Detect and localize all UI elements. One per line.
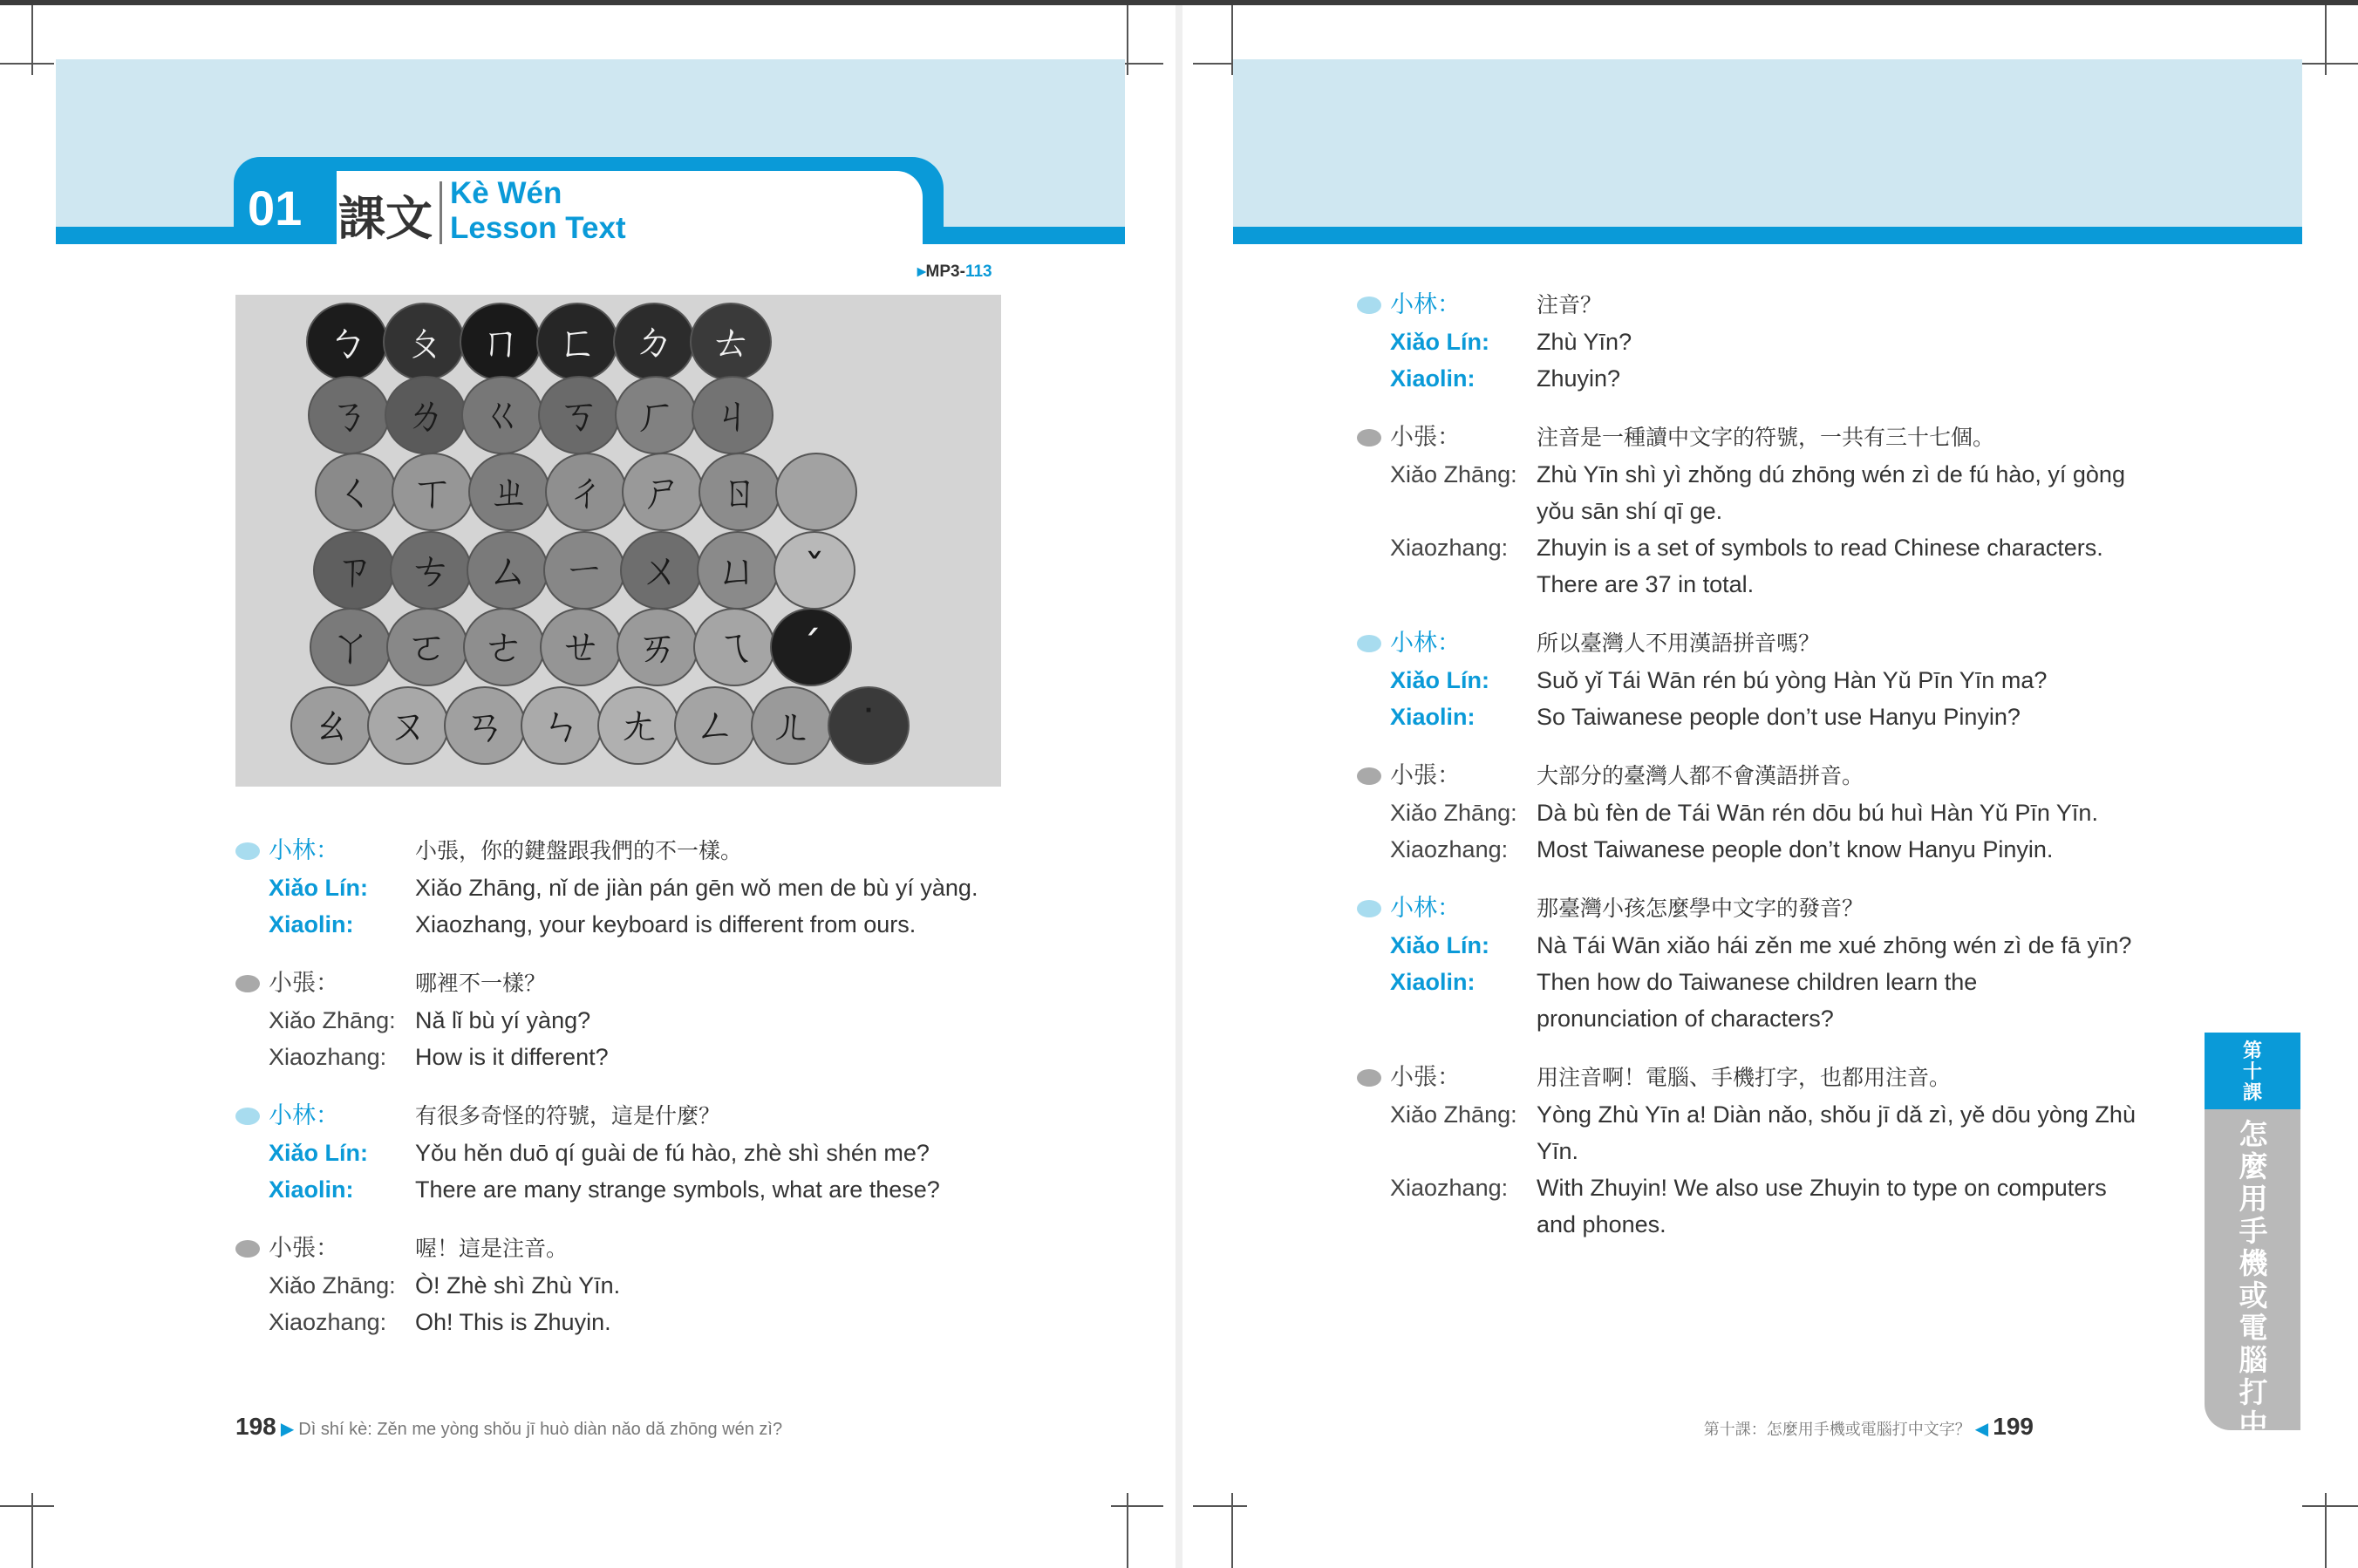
crop-mark bbox=[1127, 1493, 1128, 1568]
english-text: Oh! This is Zhuyin. bbox=[415, 1309, 611, 1335]
zhuyin-symbol: ㄡ bbox=[386, 701, 430, 750]
speaker-name: 小張： bbox=[269, 1235, 339, 1262]
dialogue-line bbox=[235, 1041, 1195, 1078]
zhuyin-symbol: ㄗ bbox=[332, 546, 376, 595]
lesson-title-cn: 課文 bbox=[338, 191, 433, 246]
dialogue-turn bbox=[1357, 760, 2316, 870]
chapter-side-tab[interactable] bbox=[2205, 1033, 2300, 1506]
dialogue-line bbox=[1357, 532, 2316, 569]
speaker-name: 小張： bbox=[1390, 424, 1461, 451]
chinese-text: 哪裡不一樣？ bbox=[415, 971, 547, 996]
dialogue-line bbox=[235, 872, 1195, 909]
zhuyin-symbol: ㄍ bbox=[480, 391, 524, 440]
speaker-name: Xiǎo Lín: bbox=[269, 875, 368, 901]
zhuyin-symbol: ㄛ bbox=[405, 623, 449, 672]
english-text: Zhuyin is a set of symbols to read Chinese characters. bbox=[1537, 535, 2103, 561]
zhuyin-symbol: ㄖ bbox=[718, 467, 761, 516]
side-tab-lesson: 第十課 bbox=[2242, 1040, 2262, 1104]
dialogue-turn bbox=[235, 1233, 1195, 1343]
footer-right bbox=[1704, 1413, 2034, 1441]
dialogue-turn bbox=[1357, 422, 2316, 605]
dialogue-turn bbox=[235, 968, 1195, 1078]
pinyin-text: yǒu sān shí qī ge. bbox=[1537, 498, 1723, 524]
dialogue-line bbox=[235, 1306, 1195, 1343]
dialogue-line bbox=[1357, 797, 2316, 834]
speaker-name: 小張： bbox=[1390, 762, 1461, 789]
dialogue-line bbox=[1357, 893, 2316, 930]
dialogue-line bbox=[235, 1137, 1195, 1174]
footer-arrow-icon: ▶ bbox=[280, 1418, 295, 1439]
chinese-text: 大部分的臺灣人都不會漢語拼音。 bbox=[1537, 763, 1864, 788]
zhuyin-symbol: ㄎ bbox=[557, 391, 601, 440]
zhuyin-symbol: ㄩ bbox=[716, 546, 760, 595]
speaker-name: Xiǎo Lín: bbox=[1390, 932, 1489, 958]
zhuyin-symbol: ˙ bbox=[858, 701, 879, 750]
english-text: pronunciation of characters? bbox=[1537, 1006, 1834, 1032]
speech-bubble-icon bbox=[1357, 635, 1381, 652]
speech-bubble-icon bbox=[1357, 767, 1381, 785]
crop-mark bbox=[2325, 5, 2327, 75]
dialogue-line bbox=[1357, 422, 2316, 459]
footer-title-right: 第十課：怎麼用手機或電腦打中文字？ bbox=[1703, 1421, 1971, 1439]
zhuyin-symbol: ㄣ bbox=[540, 701, 583, 750]
speaker-name: 小張： bbox=[1390, 1064, 1461, 1091]
lesson-title-pinyin: Kè Wén bbox=[450, 176, 562, 210]
zhuyin-symbol: ㄇ bbox=[479, 317, 522, 366]
zhuyin-symbol: ㄋ bbox=[327, 391, 371, 440]
page-number-left: 198 bbox=[235, 1413, 276, 1440]
dialogue-line bbox=[1357, 1209, 2316, 1245]
english-text: How is it different? bbox=[415, 1044, 609, 1070]
chinese-text: 那臺灣小孩怎麼學中文字的發音？ bbox=[1537, 896, 1864, 921]
zhuyin-symbol: ㄈ bbox=[555, 317, 599, 366]
speaker-name: Xiaozhang: bbox=[1390, 1175, 1509, 1201]
zhuyin-symbol: ㄤ bbox=[617, 701, 660, 750]
speaker-name: 小林： bbox=[1390, 895, 1461, 922]
photo-svg bbox=[235, 295, 1001, 787]
header-band-right bbox=[1233, 59, 2302, 227]
zhuyin-symbol: ˊ bbox=[801, 623, 821, 672]
dialogue-turn bbox=[1357, 893, 2316, 1040]
zhuyin-symbol: ㄕ bbox=[641, 467, 685, 516]
speaker-name: Xiaolin: bbox=[269, 1176, 354, 1203]
zhuyin-symbol: ㄥ bbox=[693, 701, 737, 750]
crop-mark bbox=[1193, 1505, 1247, 1507]
dialogue-line bbox=[1357, 834, 2316, 870]
crop-mark bbox=[2325, 1493, 2327, 1568]
zhuyin-symbol: ㄔ bbox=[564, 467, 608, 516]
zhuyin-symbol: ㄢ bbox=[463, 701, 507, 750]
speech-bubble-icon bbox=[1357, 1069, 1381, 1087]
crop-mark bbox=[1111, 1505, 1163, 1507]
english-text: Xiaozhang, your keyboard is different from ours. bbox=[415, 911, 917, 937]
zhuyin-symbol: ㄠ bbox=[310, 701, 353, 750]
pinyin-text: Nà Tái Wān xiǎo hái zěn me xué zhōng wén zì de fā yīn? bbox=[1537, 932, 2132, 958]
crop-mark bbox=[1231, 1493, 1233, 1568]
crop-mark bbox=[31, 1493, 33, 1568]
crop-mark bbox=[0, 1505, 54, 1507]
dialogue-turn bbox=[1357, 1062, 2316, 1245]
dialogue-line bbox=[1357, 1062, 2316, 1099]
crop-mark bbox=[2302, 1505, 2358, 1507]
zhuyin-symbol: ㄅ bbox=[325, 317, 369, 366]
speaker-name: Xiǎo Lín: bbox=[1390, 667, 1489, 693]
zhuyin-symbol: ㄞ bbox=[636, 623, 679, 672]
side-tab-title: 怎麼用手機或電腦打中文字？ bbox=[2236, 1117, 2293, 1506]
dialogue-line bbox=[1357, 930, 2316, 966]
zhuyin-symbol: ㄧ bbox=[562, 546, 606, 595]
footer-title-left: Dì shí kè: Zěn me yòng shǒu jī huò diàn nǎo dǎ zhōng wén zì? bbox=[298, 1420, 783, 1439]
pinyin-text: Nǎ lǐ bù yí yàng? bbox=[415, 1007, 591, 1033]
speaker-name: Xiaolin: bbox=[1390, 365, 1475, 392]
bean-bag-key bbox=[776, 453, 856, 530]
english-text: There are 37 in total. bbox=[1537, 571, 1755, 597]
zhuyin-symbol: ㄊ bbox=[709, 317, 753, 366]
lesson-number: 01 bbox=[248, 181, 303, 235]
zhuyin-symbol: ㄉ bbox=[632, 317, 676, 366]
zhuyin-symbol: ㄜ bbox=[482, 623, 526, 672]
zhuyin-symbol: ㄒ bbox=[411, 467, 454, 516]
crop-mark bbox=[31, 5, 33, 75]
zhuyin-symbol: ㄨ bbox=[639, 546, 683, 595]
english-text: So Taiwanese people don’t use Hanyu Pinyin? bbox=[1537, 704, 2021, 730]
speaker-name: 小林： bbox=[269, 1102, 339, 1129]
dialogue-turn bbox=[235, 835, 1195, 945]
speech-bubble-icon bbox=[235, 975, 260, 992]
zhuyin-symbol: ㄙ bbox=[486, 546, 529, 595]
dialogue-line bbox=[235, 835, 1195, 872]
dialogue-line bbox=[1357, 628, 2316, 665]
pinyin-text: Yòng Zhù Yīn a! Diàn nǎo, shǒu jī dǎ zì, yě dōu yòng Zhù bbox=[1537, 1101, 2136, 1128]
speaker-name: Xiaozhang: bbox=[1390, 535, 1509, 561]
speech-bubble-icon bbox=[235, 842, 260, 860]
english-text: and phones. bbox=[1537, 1211, 1666, 1237]
dialogue-line bbox=[235, 968, 1195, 1005]
dialogue-line bbox=[1357, 363, 2316, 399]
speaker-name: Xiaolin: bbox=[1390, 969, 1475, 995]
zhuyin-symbol: ㄏ bbox=[634, 391, 678, 440]
zhuyin-symbol: ㄐ bbox=[711, 391, 754, 440]
pinyin-text: Zhù Yīn? bbox=[1537, 329, 1632, 355]
dialogue-line bbox=[1357, 569, 2316, 605]
chinese-text: 用注音啊！電腦、手機打字，也都用注音。 bbox=[1537, 1065, 1952, 1090]
dialogue-line bbox=[1357, 1172, 2316, 1209]
zhuyin-symbol: ㄆ bbox=[402, 317, 446, 366]
english-text: Zhuyin? bbox=[1537, 365, 1621, 392]
zhuyin-symbol: ㄘ bbox=[409, 546, 453, 595]
english-text: There are many strange symbols, what are these? bbox=[415, 1176, 940, 1203]
speaker-name: Xiǎo Zhāng: bbox=[1390, 1101, 1517, 1128]
dialogue-line bbox=[1357, 701, 2316, 738]
zhuyin-symbol: ㄑ bbox=[334, 467, 378, 516]
header-rule-right bbox=[1233, 227, 2302, 244]
pinyin-text: Xiǎo Zhāng, nǐ de jiàn pán gēn wǒ men de bù yí yàng. bbox=[415, 875, 978, 901]
speech-bubble-icon bbox=[1357, 297, 1381, 314]
crop-mark bbox=[2302, 63, 2358, 65]
chinese-text: 注音是一種讀中文字的符號，一共有三十七個。 bbox=[1537, 425, 1995, 450]
speaker-name: 小張： bbox=[269, 970, 339, 997]
speaker-name: Xiaolin: bbox=[269, 911, 354, 937]
dialogue-line bbox=[235, 1101, 1195, 1137]
dialogue-line bbox=[1357, 1135, 2316, 1172]
chinese-text: 注音？ bbox=[1537, 292, 1603, 317]
speaker-name: Xiǎo Lín: bbox=[269, 1140, 368, 1166]
zhuyin-symbol: ㄓ bbox=[487, 467, 531, 516]
dialogue-line bbox=[1357, 290, 2316, 326]
chinese-text: 小張，你的鍵盤跟我們的不一樣。 bbox=[415, 838, 743, 863]
zhuyin-symbol: ㄚ bbox=[329, 623, 372, 672]
pinyin-text: Yīn. bbox=[1537, 1138, 1579, 1164]
audio-track-number: 113 bbox=[964, 262, 992, 281]
chinese-text: 喔！這是注音。 bbox=[415, 1236, 569, 1261]
dialogue-line bbox=[1357, 760, 2316, 797]
dialogue-line bbox=[1357, 966, 2316, 1003]
speech-bubble-icon bbox=[235, 1240, 260, 1258]
speaker-name: Xiǎo Lín: bbox=[1390, 329, 1489, 355]
audio-prefix: MP3- bbox=[925, 262, 965, 281]
crop-mark bbox=[0, 63, 54, 65]
zhuyin-symbol: ㄝ bbox=[559, 623, 603, 672]
english-text: Then how do Taiwanese children learn the bbox=[1537, 969, 1978, 995]
footer-left bbox=[235, 1413, 782, 1441]
zhuyin-keyboard-photo bbox=[235, 295, 1001, 787]
pinyin-text: Suǒ yǐ Tái Wān rén bú yòng Hàn Yǔ Pīn Yīn ma? bbox=[1537, 667, 2048, 693]
speaker-name: 小林： bbox=[269, 837, 339, 864]
chinese-text: 所以臺灣人不用漢語拼音嗎？ bbox=[1537, 631, 1821, 656]
dialogue-turn bbox=[1357, 628, 2316, 738]
dialogue-line bbox=[235, 1233, 1195, 1270]
zhuyin-symbol: ㄌ bbox=[404, 391, 447, 440]
chinese-text: 有很多奇怪的符號，這是什麼？ bbox=[415, 1103, 721, 1128]
speaker-name: 小林： bbox=[1390, 291, 1461, 318]
speaker-name: Xiǎo Zhāng: bbox=[269, 1272, 396, 1299]
footer-arrow-icon: ◀ bbox=[1974, 1418, 1989, 1439]
dialogue-line bbox=[1357, 1099, 2316, 1135]
speaker-name: Xiaozhang: bbox=[269, 1309, 387, 1335]
speaker-name: Xiǎo Zhāng: bbox=[1390, 800, 1517, 826]
speaker-name: Xiaolin: bbox=[1390, 704, 1475, 730]
dialogue-line bbox=[1357, 326, 2316, 363]
zhuyin-symbol: ㄦ bbox=[770, 701, 814, 750]
speaker-name: Xiǎo Zhāng: bbox=[269, 1007, 396, 1033]
dialogue-turn bbox=[235, 1101, 1195, 1210]
speaker-name: Xiǎo Zhāng: bbox=[1390, 461, 1517, 487]
page-number-right: 199 bbox=[1993, 1413, 2034, 1440]
pinyin-text: Yǒu hěn duō qí guài de fú hào, zhè shì shén me? bbox=[415, 1140, 930, 1166]
audio-track-label[interactable] bbox=[917, 262, 992, 282]
pinyin-text: Zhù Yīn shì yì zhǒng dú zhōng wén zì de fú hào, yí gòng bbox=[1537, 461, 2125, 487]
play-triangle-icon: ▸ bbox=[917, 262, 926, 281]
dialogue-turn bbox=[1357, 290, 2316, 399]
pinyin-text: Ò! Zhè shì Zhù Yīn. bbox=[415, 1272, 621, 1299]
zhuyin-symbol: ㄟ bbox=[712, 623, 756, 672]
dialogue-line bbox=[235, 1270, 1195, 1306]
dialogue-line bbox=[235, 1005, 1195, 1041]
english-text: With Zhuyin! We also use Zhuyin to type on computers bbox=[1537, 1175, 2107, 1201]
pinyin-text: Dà bù fèn de Tái Wān rén dōu bú huì Hàn Yǔ Pīn Yīn. bbox=[1537, 800, 2098, 826]
english-text: Most Taiwanese people don’t know Hanyu Pinyin. bbox=[1537, 836, 2054, 862]
speech-bubble-icon bbox=[1357, 429, 1381, 447]
dialogue-line bbox=[1357, 459, 2316, 495]
dialogue-line bbox=[1357, 1003, 2316, 1040]
dialogue-line bbox=[235, 909, 1195, 945]
speech-bubble-icon bbox=[235, 1108, 260, 1125]
zhuyin-symbol: ˇ bbox=[804, 546, 825, 595]
dialogue-line bbox=[1357, 665, 2316, 701]
dialogue-line bbox=[1357, 495, 2316, 532]
dialogue-line bbox=[235, 1174, 1195, 1210]
crop-mark bbox=[1127, 5, 1128, 75]
speaker-name: Xiaozhang: bbox=[1390, 836, 1509, 862]
speaker-name: 小林： bbox=[1390, 630, 1461, 657]
lesson-title-en: Lesson Text bbox=[450, 211, 626, 245]
speaker-name: Xiaozhang: bbox=[269, 1044, 387, 1070]
title-separator bbox=[440, 181, 442, 244]
speech-bubble-icon bbox=[1357, 900, 1381, 917]
